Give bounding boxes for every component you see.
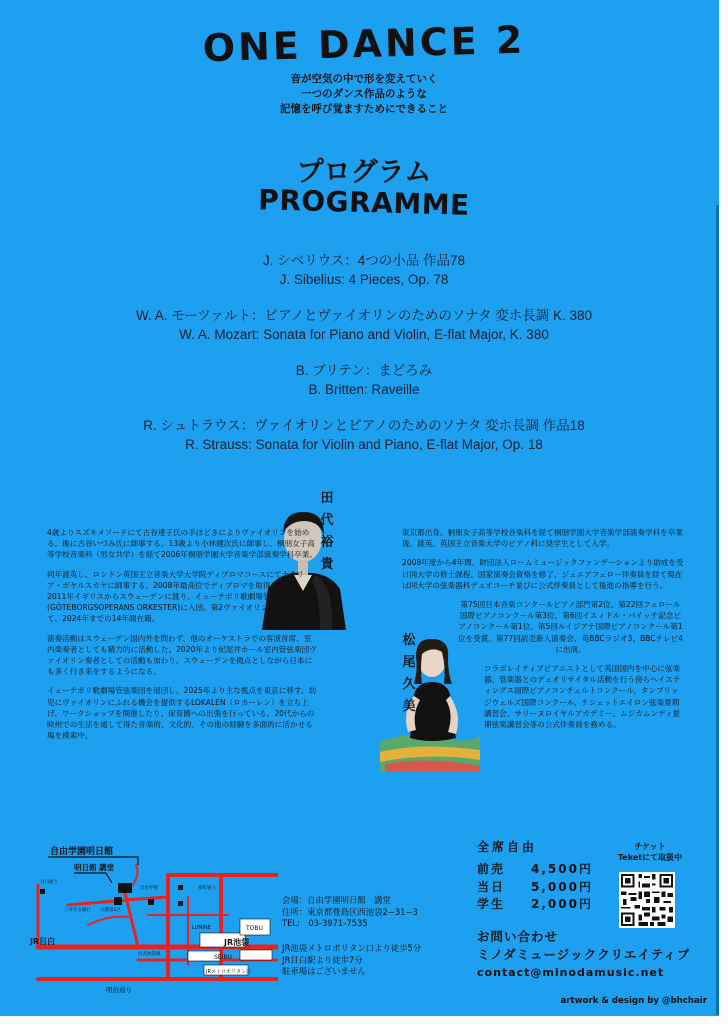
ticket-qr-code-icon[interactable] xyxy=(619,872,675,928)
bio-paragraph: 同年渡英し、ロンドン英国王立音楽大学大学院ディプロマコースにてナタリア・ボヤルスカヤに師事する。2008年最高位でディプロマを取得し修了。2011年イギリスからスウェーデンに渡り、イェーテボリ歌劇場管弦楽団(GÖTEBORGSOPERANS ORKESTER)に入団。第2ヴァイオリン首席奏者として、2024年までの14年間在籍。 xyxy=(47,569,314,624)
map-label-small: 要町通り xyxy=(198,886,216,891)
bio-paragraph: イェーテボリ歌劇場管弦楽団を退団し、2025年より主な拠点を東京に移す。幼児にヴァイオリンにふれる機会を提供するLOKALEN（ロカーレン）を立ち上げ、ワークショップを開催したり、保育園への出張を行っている。20代からの欧州での生活を通して得た音楽的、文化的、その他の経験を多面的に活かせる場を模索中。 xyxy=(47,686,317,741)
map-label-tobu: TOBU xyxy=(246,925,263,932)
bio-paragraph: 4歳よりスズキメソードにて古谷達子氏の手ほどきによりヴァイオリンを始める。後に古谷いづみ氏に師事する。13歳より小林健次氏に師事し、桐朋女子高等学校音楽科（男女共学）を経て2006年桐朋学園大学音楽学部演奏学科卒業。 xyxy=(47,528,317,560)
map-label-road: 明治通り xyxy=(106,986,132,994)
program-heading-en: PROGRAMME xyxy=(257,183,471,222)
venue-tel: TEL: 03-3971-7535 xyxy=(282,918,368,928)
event-title: ONE DANCE 2 xyxy=(202,17,526,71)
map-label-small: 自由学園 xyxy=(140,886,158,891)
ticket-price-row: 学生 2,000円 xyxy=(477,897,593,911)
program-item xyxy=(0,416,728,454)
program-item xyxy=(0,361,728,399)
venue-info xyxy=(282,895,418,930)
tagline-line: 記憶を呼び覚ますためにできること xyxy=(280,103,448,115)
map-label-seibu: SEIBU xyxy=(214,954,232,961)
program-item-jp: B. ブリテン：まどろみ xyxy=(295,363,433,378)
map-label-small: 立教第2区 xyxy=(100,908,121,913)
contact-email[interactable]: contact@minodamusic.net xyxy=(477,966,665,979)
access-line: JR池袋メトロポリタン口より徒歩5分 xyxy=(282,943,422,953)
bio-paragraph: 東京都出身。桐朋女子高等学校音楽科を経て桐朋学園大学音楽学部演奏学科を卒業後、渡英。英国王立音楽大学のピアノ科に奨学生として入学。 xyxy=(402,528,683,549)
violinist-name: 田 代 裕 貴 xyxy=(320,491,334,572)
page-edge-bottom xyxy=(0,1016,728,1024)
ticket-heading: 全席自由 xyxy=(477,840,538,854)
map-label-metropolitan: JRメトロポリタン口 xyxy=(206,969,251,975)
program-item-en: R. Strauss: Sonata for Violin and Piano, E-flat Major, Op. 18 xyxy=(185,437,543,452)
program-item-jp: R. シュトラウス：ヴァイオリンとピアノのためのソナタ 変ホ長調 作品18 xyxy=(143,418,585,433)
access-info xyxy=(282,943,421,978)
bio-paragraph: 第75回日本音楽コンクールピアノ部門第2位、第22回フェロール国際ピアノコンクール第3位、第6回イスィドル・バイッチ記念ピアノコンクール第1位、第5回ルイジアナ国際ピアノコンクール第1位を受賞。第77回読売新人演奏会、英BBCラジオ3、BBCテレビ4に出演。 xyxy=(457,600,683,654)
program-item xyxy=(0,251,728,289)
map-label-station: JR目白 xyxy=(30,937,56,946)
pianist-name: 松 尾 久 美 xyxy=(402,633,416,714)
qr-label: チケット Teketにて取扱中 xyxy=(617,842,683,862)
page-edge-right xyxy=(719,0,728,1024)
map-label-small: 目白通り xyxy=(40,880,58,885)
design-credit: artwork & design by @bhchair xyxy=(560,996,707,1006)
venue-place: 会場：自由学園明日館 講堂 xyxy=(282,895,391,905)
access-map xyxy=(28,845,278,995)
tagline-line: 音が空気の中で形を変えていく xyxy=(290,73,438,85)
contact-heading: お問い合わせ xyxy=(477,929,559,944)
bio-paragraph: 演奏活動はスウェーデン国内外を問わず、他のオーケストラでの客演首席、室内楽奏者としても精力的に活動した。2020年より紀尾井ホール室内管弦楽団ヴァイオリン奏者としての活動も加わり、スウェーデンを拠点としながら日本にも多く行き来をするようになる。 xyxy=(47,633,317,677)
program-item-en: J. Sibelius: 4 Pieces, Op. 78 xyxy=(279,272,449,287)
map-label-small: 西武池袋線 xyxy=(138,952,161,957)
program-item xyxy=(0,306,728,344)
violinist-bio xyxy=(47,527,317,749)
map-label-hall: 明日館 講堂 xyxy=(74,863,115,872)
tagline xyxy=(0,72,728,117)
program-list xyxy=(0,251,728,471)
bio-paragraph: コラボレイティブピアニストとして英国国内を中心に弦楽器、管楽器とのデュオリサイタル活動を行う傍らヘイスティングス国際ピアノコンチェルトコンクール、タンブリッジウェルズ国際コンクール、ケシェットエイロン弦楽夏期講習会、サリーヌロイヤルアカデミー、ムジカムンディ夏期弦楽講習会等の公式伴奏員を務める。 xyxy=(484,664,681,730)
map-label-lumine: LUMINE xyxy=(192,925,211,931)
ticket-price-row: 当日 5,000円 xyxy=(477,879,593,894)
map-label-ikebukuro: JR池袋 xyxy=(224,938,250,947)
program-heading-jp: プログラム xyxy=(296,157,432,188)
program-item-jp: J. シベリウス：4つの小品 作品78 xyxy=(262,253,466,268)
bio-paragraph: 2008年度から4年間、財団法人ロームミュージックファンデーションより助成を受け同大学の修士課程、国家演奏会資格を修了、ジュニアフェロー伴奏員を経て現在は同大学の弦楽器科デュオコーチ並びに公式伴奏員として後進の指導を行う。 xyxy=(402,558,684,590)
program-item-jp: W. A. モーツァルト：ピアノとヴァイオリンのためのソナタ 変ホ長調 K. 380 xyxy=(135,308,592,323)
program-item-en: W. A. Mozart: Sonata for Piano and Violin, E-flat Major, K. 380 xyxy=(179,327,549,342)
ticket-price-row: 前売 4,500円 xyxy=(477,862,593,876)
tagline-line: 一つのダンス作品のような xyxy=(301,88,427,100)
contact-info xyxy=(477,928,690,981)
program-item-en: B. Britten: Raveille xyxy=(308,382,420,397)
ticket-info xyxy=(477,838,593,914)
contact-org: ミノダミュージッククリエイティブ xyxy=(477,947,691,962)
pianist-bio xyxy=(402,527,684,738)
venue-address: 住所：東京都豊島区西池袋2−31−3 xyxy=(282,906,418,917)
access-line: JR目白駅より徒歩7分 xyxy=(282,954,363,965)
map-label-small: 三井住友銀行 xyxy=(64,908,91,913)
map-label-venue: 自由学園明日館 xyxy=(50,847,114,857)
access-line: 駐車場はございません xyxy=(282,966,366,976)
